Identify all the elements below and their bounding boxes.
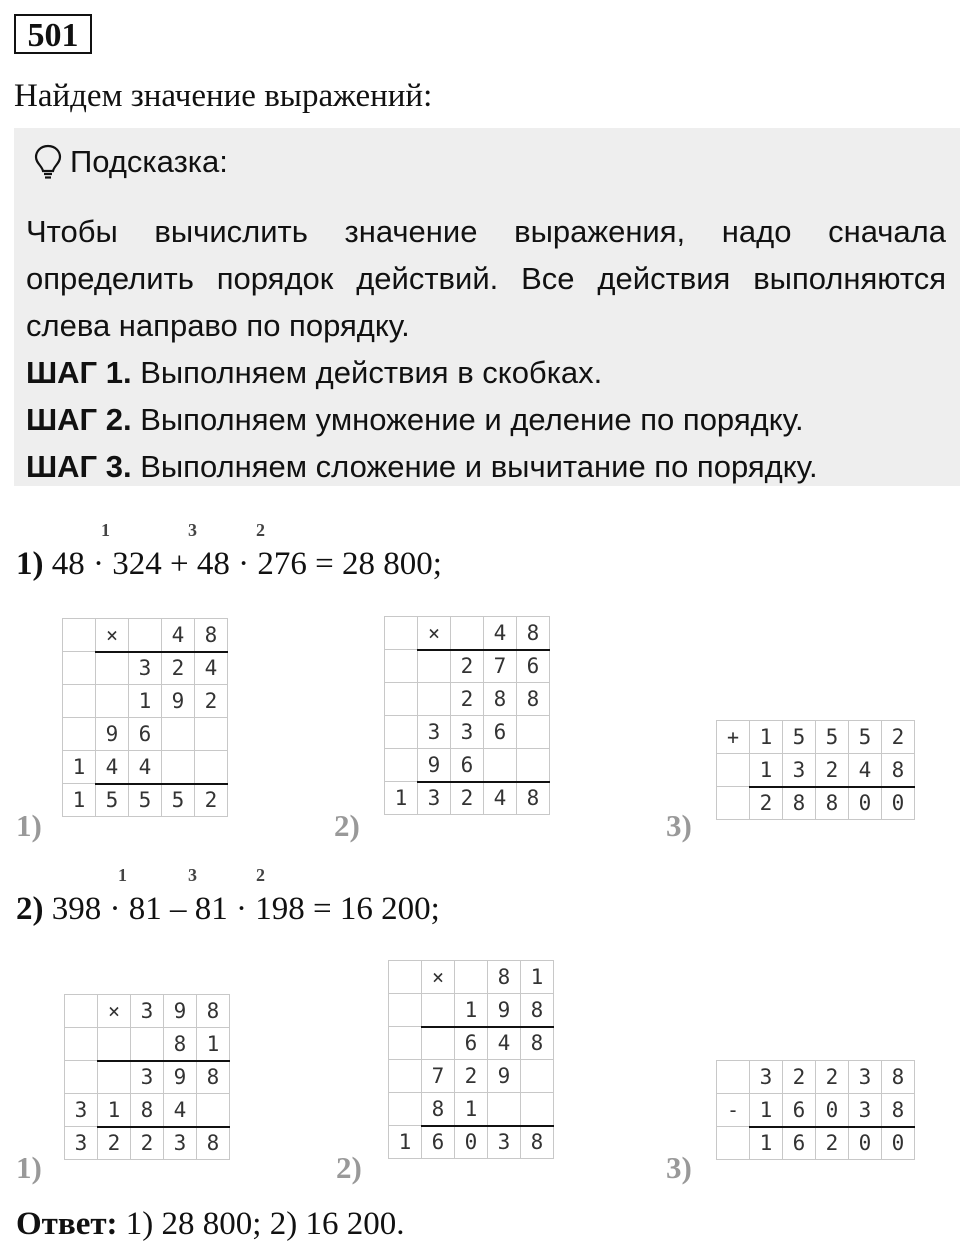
grid-cell: 3 xyxy=(131,1061,164,1094)
grid-cell: 2 xyxy=(816,754,849,787)
grid-cell xyxy=(96,685,129,718)
grid-cell: 8 xyxy=(521,994,554,1027)
grid-cell xyxy=(521,1093,554,1126)
expression-text: 48 · 324 + 48 · 276 = 28 800; xyxy=(43,546,442,582)
answer-label: Ответ: xyxy=(16,1206,118,1242)
calc-label: 2) xyxy=(334,808,360,843)
grid-cell xyxy=(385,617,418,650)
grid-cell xyxy=(162,751,195,784)
grid-row xyxy=(65,995,230,1028)
grid-cell: 8 xyxy=(197,1127,230,1160)
hint-title-label: Подсказка: xyxy=(70,144,228,179)
grid-cell: 9 xyxy=(96,718,129,751)
grid-cell: 1 xyxy=(389,1126,422,1159)
grid-row xyxy=(717,1127,915,1160)
grid-row xyxy=(65,1127,230,1160)
grid-cell: 6 xyxy=(783,1094,816,1127)
step-text: Выполняем действия в скобках. xyxy=(131,355,603,390)
grid-cell xyxy=(422,994,455,1027)
grid-cell: 1 xyxy=(750,721,783,754)
grid-cell xyxy=(517,716,550,749)
grid-row xyxy=(385,617,550,650)
grid-cell: 3 xyxy=(65,1094,98,1127)
grid-cell: 2 xyxy=(451,650,484,683)
grid-cell xyxy=(197,1094,230,1127)
grid-cell: 0 xyxy=(455,1126,488,1159)
grid-cell: 8 xyxy=(882,1061,915,1094)
grid-cell: 3 xyxy=(164,1127,197,1160)
grid-cell: 4 xyxy=(96,751,129,784)
column-multiplication-grid xyxy=(62,618,228,817)
hint-title xyxy=(34,144,228,180)
grid-cell: 8 xyxy=(521,1027,554,1060)
grid-row xyxy=(717,1094,915,1127)
grid-cell: 1 xyxy=(455,1093,488,1126)
grid-cell xyxy=(717,1061,750,1094)
column-subtraction-grid xyxy=(716,1060,915,1160)
grid-row xyxy=(385,782,550,815)
grid-cell: 2 xyxy=(816,1127,849,1160)
grid-cell: - xyxy=(717,1094,750,1127)
grid-cell: 1 xyxy=(129,685,162,718)
grid-row xyxy=(717,754,915,787)
grid-row xyxy=(389,1060,554,1093)
grid-cell: × xyxy=(422,961,455,994)
grid-cell: 6 xyxy=(517,650,550,683)
grid-cell: 2 xyxy=(882,721,915,754)
grid-cell: 1 xyxy=(521,961,554,994)
grid-row xyxy=(389,1027,554,1060)
grid-cell: 2 xyxy=(750,787,783,820)
grid-cell: 1 xyxy=(63,751,96,784)
grid-row xyxy=(385,716,550,749)
grid-cell xyxy=(129,619,162,652)
step-label: ШАГ 1. xyxy=(26,355,132,390)
grid-cell: 6 xyxy=(783,1127,816,1160)
grid-cell: 1 xyxy=(385,782,418,815)
order-mark: 3 xyxy=(188,520,197,540)
grid-cell: 4 xyxy=(484,782,517,815)
grid-cell: 3 xyxy=(783,754,816,787)
grid-cell xyxy=(717,754,750,787)
grid-cell: 3 xyxy=(65,1127,98,1160)
grid-cell: 7 xyxy=(484,650,517,683)
step-text: Выполняем умножение и деление по порядку. xyxy=(131,402,804,437)
grid-row xyxy=(389,1093,554,1126)
grid-cell: 2 xyxy=(162,652,195,685)
grid-row xyxy=(63,751,228,784)
grid-row xyxy=(63,652,228,685)
grid-cell xyxy=(385,716,418,749)
calc-label: 1) xyxy=(16,1150,42,1185)
grid-cell: 2 xyxy=(98,1127,131,1160)
grid-cell: 5 xyxy=(162,784,195,817)
grid-cell xyxy=(389,994,422,1027)
grid-row xyxy=(65,1061,230,1094)
order-mark: 1 xyxy=(101,520,110,540)
grid-row xyxy=(717,787,915,820)
grid-row xyxy=(717,721,915,754)
grid-cell: 8 xyxy=(488,961,521,994)
column-multiplication-grid xyxy=(388,960,554,1159)
grid-cell xyxy=(195,751,228,784)
calc-label: 2) xyxy=(336,1150,362,1185)
grid-cell: 3 xyxy=(488,1126,521,1159)
grid-cell xyxy=(484,749,517,782)
grid-cell: 9 xyxy=(164,995,197,1028)
grid-cell: 8 xyxy=(164,1028,197,1061)
grid-cell xyxy=(96,652,129,685)
grid-cell: 3 xyxy=(849,1094,882,1127)
answer-text: 1) 28 800; 2) 16 200. xyxy=(117,1206,405,1242)
grid-cell: 6 xyxy=(451,749,484,782)
hint-step-1 xyxy=(26,349,946,396)
grid-cell xyxy=(389,961,422,994)
grid-cell: 8 xyxy=(484,683,517,716)
grid-cell: 8 xyxy=(783,787,816,820)
grid-cell xyxy=(98,1028,131,1061)
grid-row xyxy=(65,1094,230,1127)
grid-cell xyxy=(63,718,96,751)
grid-row xyxy=(63,685,228,718)
grid-row xyxy=(385,650,550,683)
grid-cell: 2 xyxy=(783,1061,816,1094)
grid-cell: 2 xyxy=(195,784,228,817)
grid-cell: 1 xyxy=(63,784,96,817)
order-mark: 1 xyxy=(118,865,127,885)
grid-cell: 3 xyxy=(129,652,162,685)
answer xyxy=(16,1206,404,1243)
grid-cell xyxy=(195,718,228,751)
grid-cell: 6 xyxy=(129,718,162,751)
column-multiplication-grid xyxy=(384,616,550,815)
grid-cell: 2 xyxy=(816,1061,849,1094)
intro-text: Найдем значение выражений: xyxy=(14,78,433,114)
grid-cell: 0 xyxy=(849,787,882,820)
grid-cell: 1 xyxy=(750,1127,783,1160)
grid-cell: 1 xyxy=(750,1094,783,1127)
grid-row xyxy=(385,683,550,716)
grid-cell xyxy=(65,995,98,1028)
grid-cell xyxy=(65,1028,98,1061)
grid-cell: 6 xyxy=(455,1027,488,1060)
grid-cell xyxy=(63,685,96,718)
order-mark: 3 xyxy=(188,865,197,885)
hint-paragraph: Чтобы вычислить значение выражения, надо сначала определить порядок действий. Все действия выполняются слева направо по порядку. xyxy=(26,214,946,343)
grid-cell xyxy=(98,1061,131,1094)
grid-row xyxy=(389,1126,554,1159)
order-mark: 2 xyxy=(256,865,265,885)
grid-row xyxy=(65,1028,230,1061)
grid-cell: 8 xyxy=(521,1126,554,1159)
grid-cell xyxy=(455,961,488,994)
grid-cell xyxy=(131,1028,164,1061)
grid-row xyxy=(389,961,554,994)
grid-cell: 2 xyxy=(455,1060,488,1093)
grid-cell xyxy=(418,650,451,683)
grid-cell: 0 xyxy=(849,1127,882,1160)
task-number: 501 xyxy=(14,14,92,54)
grid-cell: 0 xyxy=(882,787,915,820)
problem-label: 2) xyxy=(16,891,44,927)
grid-cell: 9 xyxy=(488,994,521,1027)
step-label: ШАГ 2. xyxy=(26,402,132,437)
grid-cell xyxy=(389,1093,422,1126)
grid-cell: 2 xyxy=(195,685,228,718)
grid-cell: 8 xyxy=(422,1093,455,1126)
grid-cell: 5 xyxy=(849,721,882,754)
grid-cell xyxy=(63,619,96,652)
grid-cell: 3 xyxy=(131,995,164,1028)
grid-cell: 9 xyxy=(488,1060,521,1093)
grid-cell: 7 xyxy=(422,1060,455,1093)
grid-row xyxy=(717,1061,915,1094)
grid-cell: 4 xyxy=(129,751,162,784)
grid-cell: 8 xyxy=(197,995,230,1028)
grid-row xyxy=(389,994,554,1027)
grid-cell: 4 xyxy=(488,1027,521,1060)
grid-cell: 4 xyxy=(162,619,195,652)
grid-cell: 3 xyxy=(418,716,451,749)
hint-step-3 xyxy=(26,443,946,490)
grid-cell: 9 xyxy=(418,749,451,782)
grid-cell xyxy=(389,1027,422,1060)
problem-label: 1) xyxy=(16,546,44,582)
grid-cell: 2 xyxy=(131,1127,164,1160)
grid-cell: 6 xyxy=(422,1126,455,1159)
grid-cell: 8 xyxy=(517,617,550,650)
calc-label: 3) xyxy=(666,1150,692,1185)
grid-cell xyxy=(717,1127,750,1160)
grid-cell: 5 xyxy=(816,721,849,754)
hint-text xyxy=(26,208,946,490)
grid-cell xyxy=(488,1093,521,1126)
grid-cell: 0 xyxy=(816,1094,849,1127)
grid-cell xyxy=(162,718,195,751)
grid-cell xyxy=(451,617,484,650)
grid-cell: 8 xyxy=(195,619,228,652)
step-label: ШАГ 3. xyxy=(26,449,132,484)
grid-cell: 8 xyxy=(517,683,550,716)
grid-cell: 1 xyxy=(750,754,783,787)
grid-cell xyxy=(517,749,550,782)
grid-cell: 8 xyxy=(517,782,550,815)
grid-cell xyxy=(389,1060,422,1093)
grid-cell: 4 xyxy=(849,754,882,787)
hint-box xyxy=(14,128,960,486)
grid-cell: 3 xyxy=(750,1061,783,1094)
hint-step-2 xyxy=(26,396,946,443)
grid-cell: + xyxy=(717,721,750,754)
grid-cell xyxy=(717,787,750,820)
grid-cell xyxy=(385,749,418,782)
grid-cell xyxy=(385,683,418,716)
grid-cell xyxy=(63,652,96,685)
expression-text: 398 · 81 – 81 · 198 = 16 200; xyxy=(43,891,440,927)
grid-cell: 4 xyxy=(195,652,228,685)
grid-cell: 4 xyxy=(484,617,517,650)
grid-cell: 8 xyxy=(882,754,915,787)
grid-cell: 8 xyxy=(816,787,849,820)
problem-2-expression xyxy=(16,891,440,928)
grid-cell xyxy=(422,1027,455,1060)
grid-row xyxy=(63,784,228,817)
grid-cell: 3 xyxy=(451,716,484,749)
calc-label: 3) xyxy=(666,808,692,843)
grid-cell: 8 xyxy=(197,1061,230,1094)
grid-cell xyxy=(385,650,418,683)
grid-cell xyxy=(65,1061,98,1094)
grid-cell: 8 xyxy=(882,1094,915,1127)
grid-cell: 1 xyxy=(455,994,488,1027)
grid-row xyxy=(63,619,228,652)
column-addition-grid xyxy=(716,720,915,820)
grid-cell: 0 xyxy=(882,1127,915,1160)
calc-label: 1) xyxy=(16,808,42,843)
grid-cell: 5 xyxy=(783,721,816,754)
grid-row xyxy=(63,718,228,751)
step-text: Выполняем сложение и вычитание по порядку. xyxy=(131,449,818,484)
grid-cell: 9 xyxy=(162,685,195,718)
order-mark: 2 xyxy=(256,520,265,540)
grid-cell: 6 xyxy=(484,716,517,749)
grid-cell: 5 xyxy=(129,784,162,817)
grid-cell: 4 xyxy=(164,1094,197,1127)
grid-cell xyxy=(418,683,451,716)
grid-cell: × xyxy=(418,617,451,650)
grid-cell: 9 xyxy=(164,1061,197,1094)
grid-cell xyxy=(521,1060,554,1093)
grid-cell: 2 xyxy=(451,782,484,815)
grid-cell: 1 xyxy=(98,1094,131,1127)
grid-cell: 3 xyxy=(418,782,451,815)
grid-cell: 1 xyxy=(197,1028,230,1061)
grid-cell: × xyxy=(96,619,129,652)
grid-cell: 5 xyxy=(96,784,129,817)
grid-row xyxy=(385,749,550,782)
column-multiplication-grid xyxy=(64,994,230,1160)
grid-cell: 3 xyxy=(849,1061,882,1094)
grid-cell: 2 xyxy=(451,683,484,716)
grid-cell: 8 xyxy=(131,1094,164,1127)
grid-cell: × xyxy=(98,995,131,1028)
problem-1-expression xyxy=(16,546,442,583)
lightbulb-icon xyxy=(34,144,70,179)
